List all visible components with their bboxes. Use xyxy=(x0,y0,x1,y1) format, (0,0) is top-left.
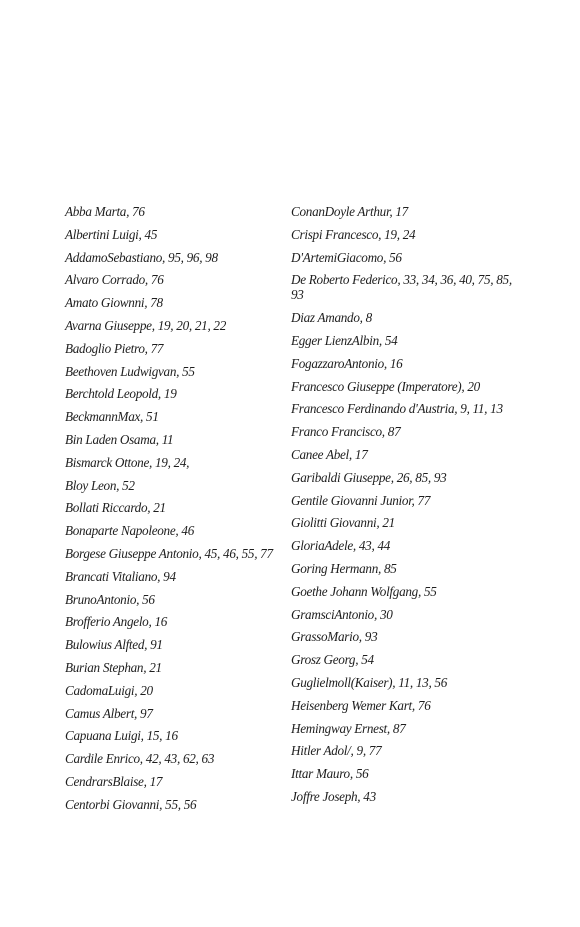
index-entry: D'ArtemiGiacomo, 56 xyxy=(291,249,402,265)
index-entry: Bloy Leon, 52 xyxy=(65,477,135,493)
index-entry: BrunoAntonio, 56 xyxy=(65,591,155,607)
index-entry: Hemingway Ernest, 87 xyxy=(291,720,406,736)
index-entry: De Roberto Federico, 33, 34, 36, 40, 75, 85, 93 xyxy=(291,272,512,303)
index-entry: CendrarsBlaise, 17 xyxy=(65,773,163,789)
index-entry: GramsciAntonio, 30 xyxy=(291,606,393,622)
index-entry: Abba Marta, 76 xyxy=(65,204,145,219)
index-entry: Francesco Giuseppe (Imperatore), 20 xyxy=(291,378,480,394)
index-entry: Franco Francisco, 87 xyxy=(291,424,401,440)
index-entry: GrassoMario, 93 xyxy=(291,629,378,645)
index-entry: Grosz Georg, 54 xyxy=(291,652,374,668)
index-entry: Gentile Giovanni Junior, 77 xyxy=(291,492,431,508)
index-entry: Heisenberg Wemer Kart, 76 xyxy=(291,697,431,713)
index-entry: Canee Abel, 17 xyxy=(291,446,368,462)
index-entry: Garibaldi Giuseppe, 26, 85, 93 xyxy=(291,469,447,485)
index-entry: Alvaro Corrado, 76 xyxy=(65,272,164,288)
index-column-left xyxy=(65,204,275,820)
index-entry: Brofferio Angelo, 16 xyxy=(65,614,168,630)
index-entry: Borgese Giuseppe Antonio, 45, 46, 55, 77 xyxy=(65,545,273,561)
index-entry: Francesco Ferdinando d'Austria, 9, 11, 13 xyxy=(291,401,503,417)
index-entry: Bin Laden Osama, 11 xyxy=(65,431,174,447)
index-entry: Bonaparte Napoleone, 46 xyxy=(65,523,194,539)
index-entry: Egger LienzAlbin, 54 xyxy=(291,332,398,348)
index-entry: Bollati Riccardo, 21 xyxy=(65,500,166,516)
index-entry: Giolitti Giovanni, 21 xyxy=(291,515,395,531)
index-column-right xyxy=(291,204,523,812)
index-entry: Cardile Enrico, 42, 43, 62, 63 xyxy=(65,751,215,767)
index-entry: FogazzaroAntonio, 16 xyxy=(291,355,403,371)
index-entry: Badoglio Pietro, 77 xyxy=(65,340,164,356)
index-entry: ConanDoyle Arthur, 17 xyxy=(291,204,408,219)
index-entry: GloriaAdele, 43, 44 xyxy=(291,538,391,554)
index-entry: Guglielmoll(Kaiser), 11, 13, 56 xyxy=(291,674,448,690)
index-entry: Centorbi Giovanni, 55, 56 xyxy=(65,796,197,812)
index-entry: Crispi Francesco, 19, 24 xyxy=(291,226,416,242)
index-entry: AddamoSebastiano, 95, 96, 98 xyxy=(65,249,218,265)
index-entry: Camus Albert, 97 xyxy=(65,705,153,721)
index-entry: Avarna Giuseppe, 19, 20, 21, 22 xyxy=(65,317,227,333)
index-entry: Diaz Amando, 8 xyxy=(291,310,372,326)
index-entry: Goethe Johann Wolfgang, 55 xyxy=(291,583,437,599)
index-entry: Goring Hermann, 85 xyxy=(291,560,397,576)
index-entry: Berchtold Leopold, 19 xyxy=(65,386,177,402)
index-entry: Bulowius Alfted, 91 xyxy=(65,637,163,653)
index-entry: Beethoven Ludwigvan, 55 xyxy=(65,363,195,379)
index-entry: Capuana Luigi, 15, 16 xyxy=(65,728,178,744)
index-entry: Hitler Adol/, 9, 77 xyxy=(291,743,382,759)
index-entry: Amato Giownni, 78 xyxy=(65,295,163,311)
index-entry: BeckmannMax, 51 xyxy=(65,409,159,425)
index-entry: Joffre Joseph, 43 xyxy=(291,788,376,804)
index-entry: Albertini Luigi, 45 xyxy=(65,226,158,242)
index-entry: Ittar Mauro, 56 xyxy=(291,766,369,782)
index-entry: Bismarck Ottone, 19, 24, xyxy=(65,454,190,470)
index-entry: CadomaLuigi, 20 xyxy=(65,682,153,698)
index-entry: Brancati Vitaliano, 94 xyxy=(65,568,176,584)
index-entry: Burian Stephan, 21 xyxy=(65,659,162,675)
